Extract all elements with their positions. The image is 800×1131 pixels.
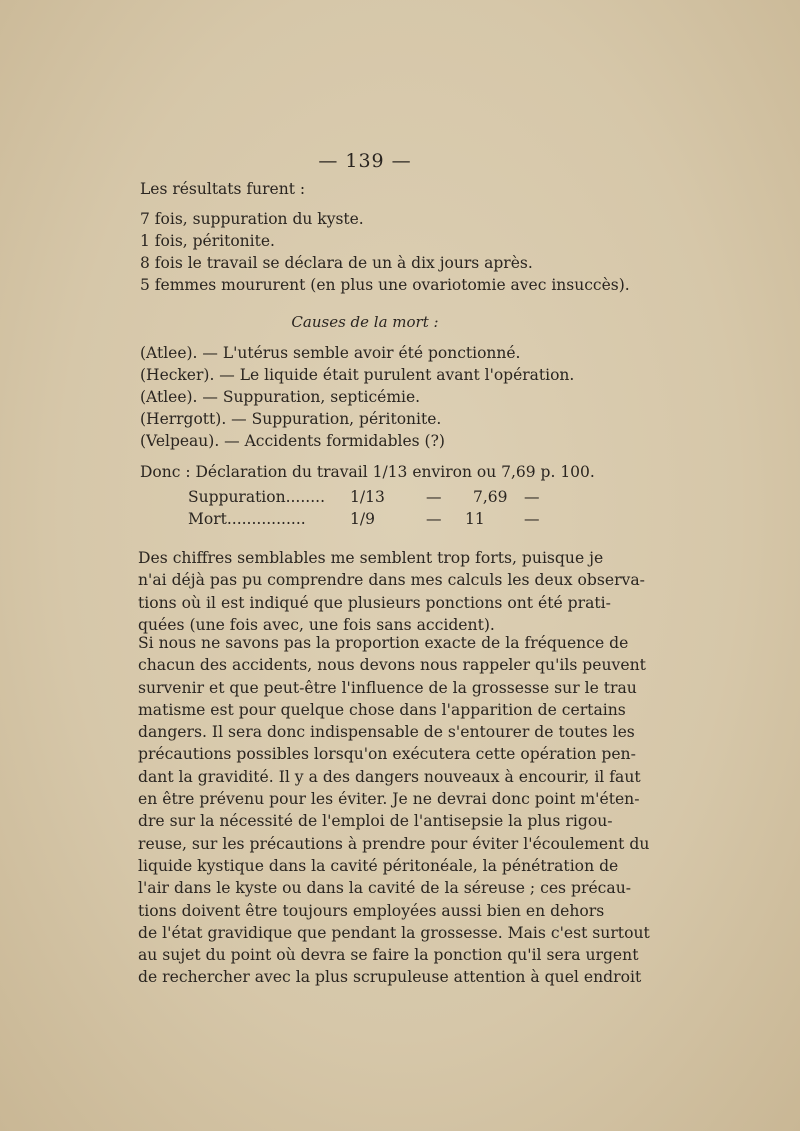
paragraph-line: matisme est pour quelque chose dans l'apparition de certains xyxy=(138,700,626,719)
page-number: — 139 — xyxy=(318,150,412,172)
paragraph-line: quées (une fois avec, une fois sans accident). xyxy=(138,615,495,634)
cause-line: (Hecker). — Le liquide était purulent avant l'opération. xyxy=(140,366,575,384)
result-line: 8 fois le travail se déclara de un à dix jours après. xyxy=(140,254,533,272)
paragraph-2 xyxy=(138,632,650,989)
stat-fraction: 1/13 xyxy=(350,488,385,506)
paragraph-line: chacun des accidents, nous devons nous rappeler qu'ils peuvent xyxy=(138,656,646,675)
cause-line: (Atlee). — Suppuration, septicémie. xyxy=(140,388,421,406)
paragraph-line: en être prévenu pour les éviter. Je ne devrai donc point m'éten- xyxy=(138,790,640,809)
paragraph-line: de l'état gravidique que pendant la grossesse. Mais c'est surtout xyxy=(138,923,650,942)
paragraph-line: Des chiffres semblables me semblent trop forts, puisque je xyxy=(138,549,604,567)
paragraph-line: Si nous ne savons pas la proportion exacte de la fréquence de xyxy=(138,634,629,652)
stat-percent: 11 xyxy=(465,510,485,528)
stat-percent: 7,69 xyxy=(473,488,508,506)
stat-dash: — xyxy=(524,488,540,506)
paragraph-line: reuse, sur les précautions à prendre pour éviter l'écoulement du xyxy=(138,834,650,853)
cause-line: (Herrgott). — Suppuration, péritonite. xyxy=(140,410,442,428)
cause-line: (Atlee). — L'utérus semble avoir été ponctionné. xyxy=(140,344,521,362)
paragraph-line: n'ai déjà pas pu comprendre dans mes calculs les deux observa- xyxy=(138,571,645,590)
stat-dash: — xyxy=(426,510,442,528)
stat-dash: — xyxy=(524,510,540,528)
results-intro: Les résultats furent : xyxy=(140,180,306,198)
causes-heading: Causes de la mort : xyxy=(291,313,439,331)
paragraph-line: dangers. Il sera donc indispensable de s'entourer de toutes les xyxy=(138,723,635,742)
result-line: 1 fois, péritonite. xyxy=(140,232,275,250)
result-line: 5 femmes moururent (en plus une ovariotomie avec insuccès). xyxy=(140,276,630,294)
paragraph-line: de rechercher avec la plus scrupuleuse attention à quel endroit xyxy=(138,968,642,987)
paragraph-line: au sujet du point où devra se faire la ponction qu'il sera urgent xyxy=(138,946,639,965)
stat-label: Suppuration........ xyxy=(188,488,325,506)
stat-label: Mort................ xyxy=(188,510,306,528)
donc-line: Donc : Déclaration du travail 1/13 environ ou 7,69 p. 100. xyxy=(140,463,595,481)
stat-dash: — xyxy=(426,488,442,506)
paragraph-line: liquide kystique dans la cavité péritonéale, la pénétration de xyxy=(138,856,619,875)
result-line: 7 fois, suppuration du kyste. xyxy=(140,210,364,228)
paragraph-line: tions doivent être toujours employées aussi bien en dehors xyxy=(138,901,605,920)
paragraph-line: tions où il est indiqué que plusieurs ponctions ont été prati- xyxy=(138,593,611,612)
cause-line: (Velpeau). — Accidents formidables (?) xyxy=(140,432,445,450)
paragraph-line: dre sur la nécessité de l'emploi de l'antisepsie la plus rigou- xyxy=(138,812,613,831)
stat-fraction: 1/9 xyxy=(350,510,375,528)
paragraph-line: survenir et que peut-être l'influence de la grossesse sur le trau xyxy=(138,678,637,697)
paragraph-line: l'air dans le kyste ou dans la cavité de la séreuse ; ces précau- xyxy=(138,879,632,898)
paragraph-line: précautions possibles lorsqu'on exécutera cette opération pen- xyxy=(138,745,636,764)
paragraph-line: dant la gravidité. Il y a des dangers nouveaux à encourir, il faut xyxy=(138,767,641,786)
paragraph-1 xyxy=(138,547,645,636)
